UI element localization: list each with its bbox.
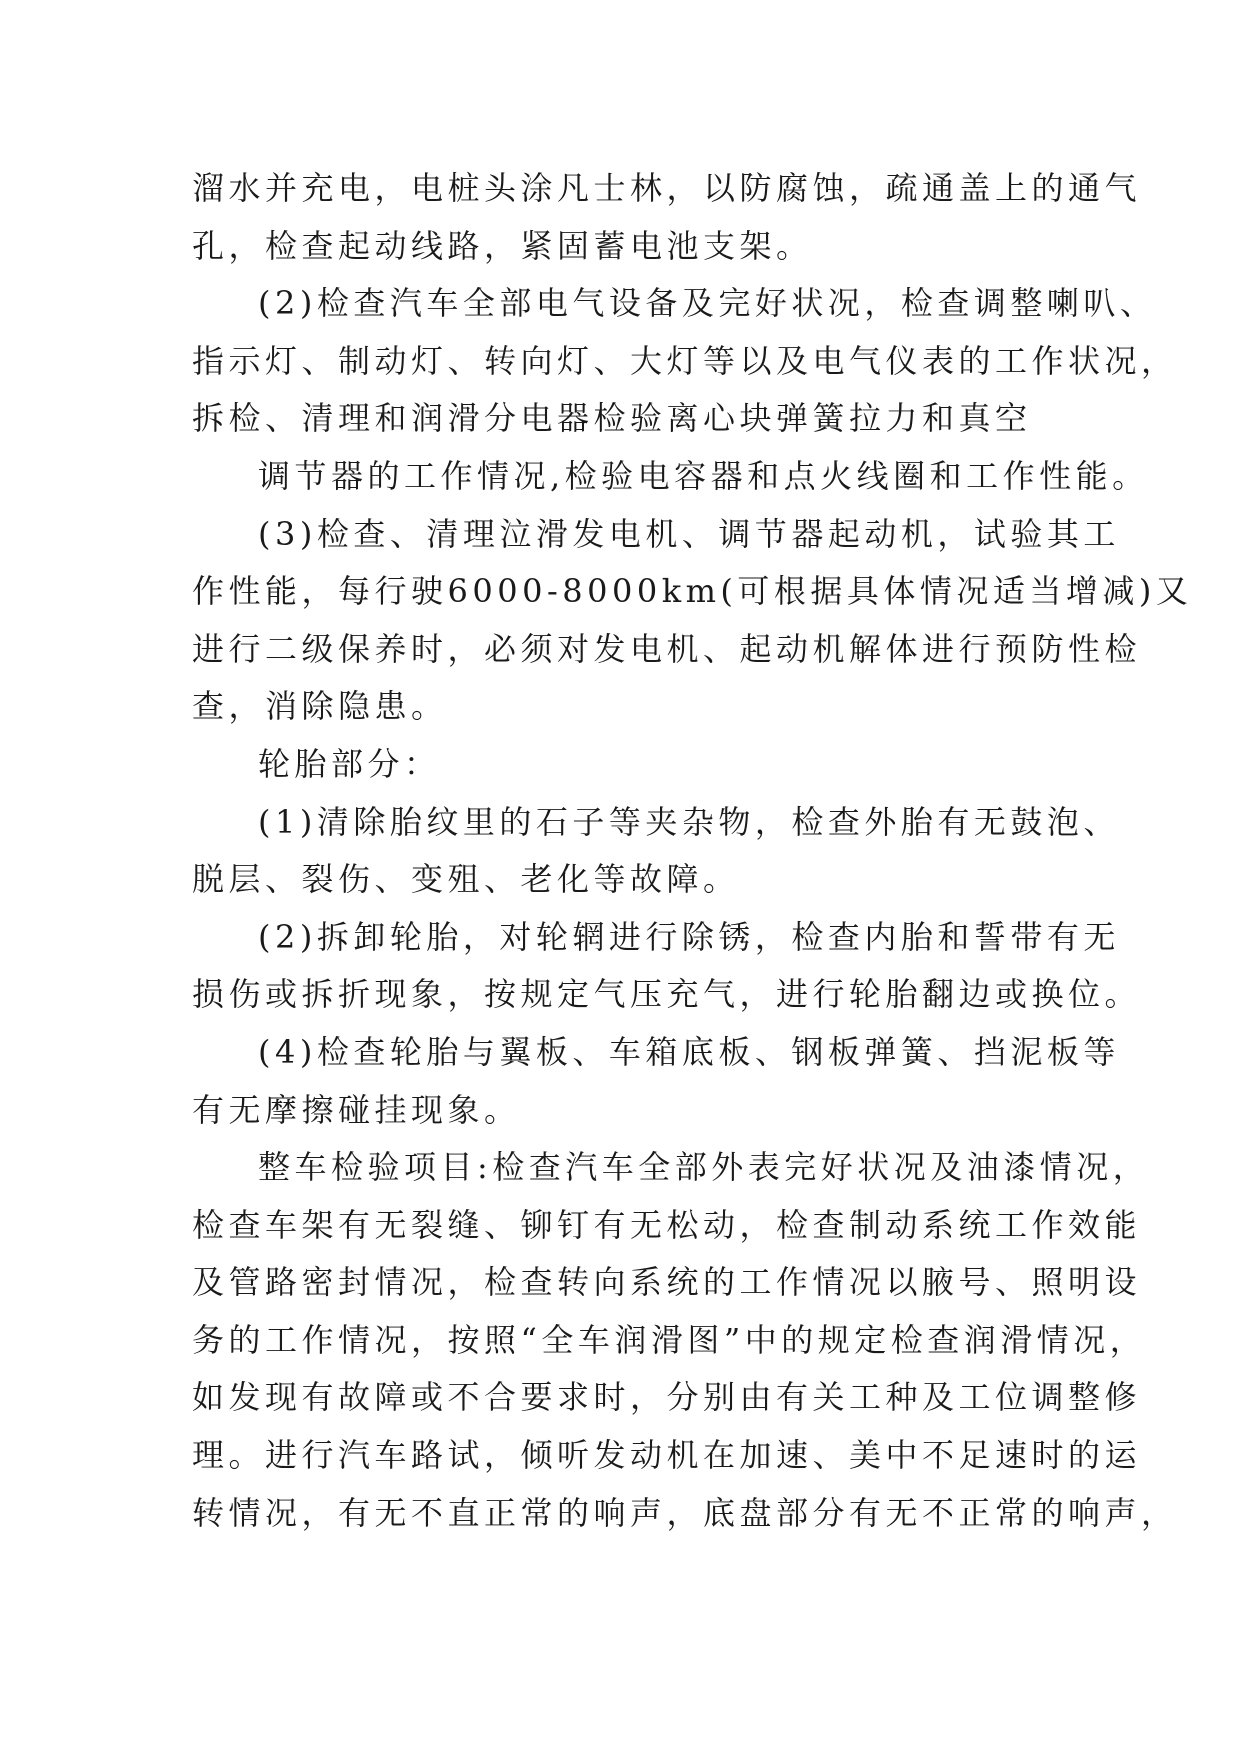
text-line: 整车检验项目:检查汽车全部外表完好状况及油漆情况， bbox=[258, 1148, 1150, 1187]
text-line: 孔，检查起动线路，紧固蓄电池支架。 bbox=[192, 226, 813, 265]
text-line: 如发现有故障或不合要求时，分别由有关工种及工位调整修 bbox=[192, 1378, 1142, 1417]
text-line: 及管路密封情况，检查转向系统的工作情况以腋号、照明设 bbox=[192, 1263, 1142, 1302]
text-line: (2)检查汽车全部电气设备及完好状况，检查调整喇叭、 bbox=[258, 284, 1157, 323]
text-line: 拆检、清理和润滑分电器检验离心块弹簧拉力和真空 bbox=[192, 399, 1032, 438]
text-line: 查，消除隐患。 bbox=[192, 687, 448, 726]
text-line: (3)检查、清理泣滑发电机、调节器起动机，试验其工 bbox=[258, 514, 1120, 553]
text-line: 调节器的工作情况,检验电容器和点火线圈和工作性能。 bbox=[258, 456, 1149, 495]
text-line: 溜水并充电，电桩头涂凡士林，以防腐蚀，疏通盖上的通气 bbox=[192, 169, 1142, 207]
text-line: 检查车架有无裂缝、铆钉有无松动，检查制动系统工作效能 bbox=[192, 1205, 1142, 1244]
text-line: 理。进行汽车路试，倾听发动机在加速、美中不足速时的运 bbox=[192, 1436, 1142, 1475]
text-line: 进行二级保养时，必须对发电机、起动机解体进行预防性检 bbox=[192, 629, 1142, 668]
text-line: 指示灯、制动灯、转向灯、大灯等以及电气仪表的工作状况， bbox=[192, 341, 1178, 380]
text-line: (4)检查轮胎与翼板、车箱底板、钢板弹簧、挡泥板等 bbox=[258, 1032, 1120, 1071]
text-line: 有无摩擦碰挂现象。 bbox=[192, 1090, 521, 1129]
body-text bbox=[192, 160, 1193, 1542]
text-line: 脱层、裂伤、变殂、老化等故障。 bbox=[192, 860, 740, 899]
text-line: 作性能，每行驶6000-8000km(可根据具体情况适当增减)又 bbox=[192, 572, 1193, 611]
text-line: (1)清除胎纹里的石子等夹杂物，检查外胎有无鼓泡、 bbox=[258, 802, 1120, 841]
text-line: 转情况，有无不直正常的响声，底盘部分有无不正常的响声， bbox=[192, 1493, 1178, 1532]
text-line: 务的工作情况，按照“全车润滑图”中的规定检查润滑情况， bbox=[192, 1320, 1147, 1359]
section-heading: 轮胎部分： bbox=[258, 744, 441, 783]
text-line: (2)拆卸轮胎，对轮辋进行除锈，检查内胎和誓带有无 bbox=[258, 917, 1120, 956]
text-line: 损伤或拆折现象，按规定气压充气，进行轮胎翻边或换位。 bbox=[192, 975, 1142, 1014]
